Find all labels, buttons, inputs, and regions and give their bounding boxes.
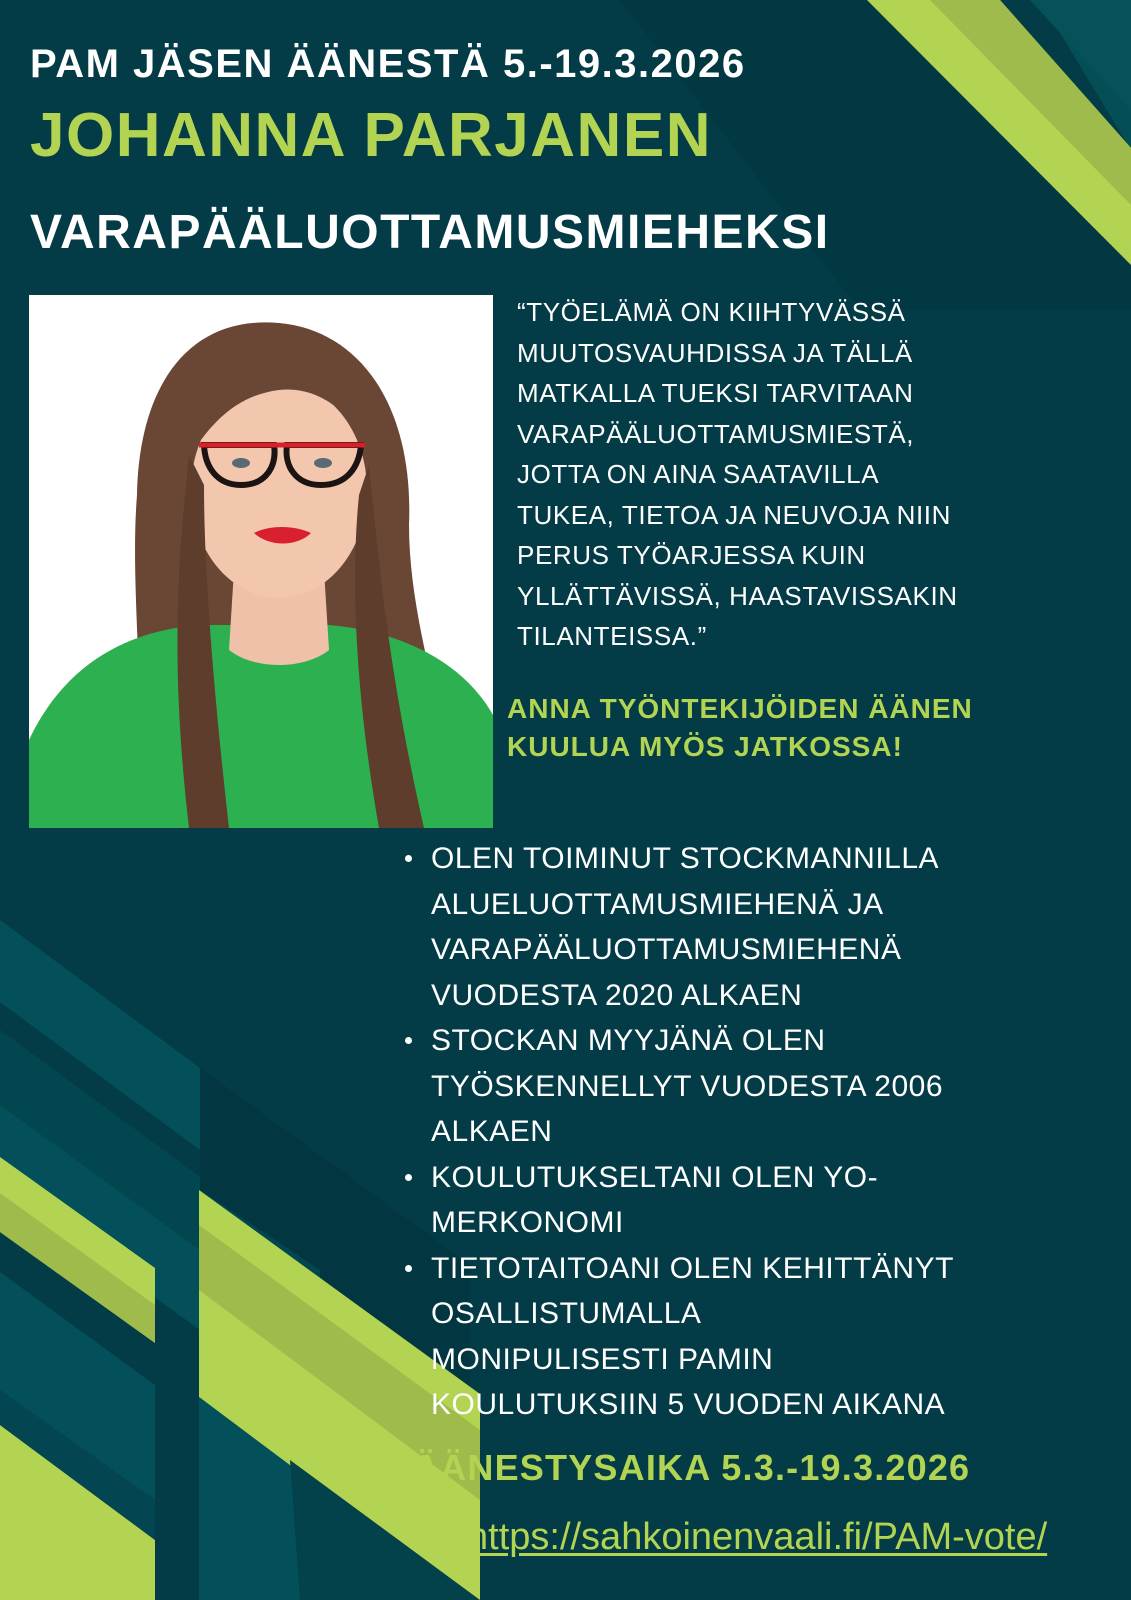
quote-line: VARAPÄÄLUOTTAMUSMIESTÄ, [517,418,915,449]
list-item-line: MERKONOMI [431,1206,624,1239]
quote-line: YLLÄTTÄVISSÄ, HAASTAVISSAKIN [517,580,958,611]
bullet-icon [405,1265,412,1272]
list-item-line: VARAPÄÄLUOTTAMUSMIEHENÄ [431,933,902,966]
list-item-line: OSALLISTUMALLA [431,1297,702,1330]
quote-line: PERUS TYÖARJESSA KUIN [517,540,866,570]
list-item [405,1246,1115,1428]
list-item-line: VUODESTA 2020 ALKAEN [431,978,803,1012]
candidate-role: VARAPÄÄLUOTTAMUSMIEHEKSI [30,206,830,259]
cta-line: KUULUA MYÖS JATKOSSA! [507,731,903,762]
list-item-line: TIETOTAITOANI OLEN KEHITTÄNYT [431,1251,954,1285]
candidate-photo [29,295,493,828]
quote-line: JOTTA ON AINA SAATAVILLA [517,459,880,489]
quote-line: MATKALLA TUEKSI TARVITAAN [517,378,914,408]
list-item [405,836,1115,1018]
list-item [405,1018,1115,1155]
quote-line: MUUTOSVAUHDISSA JA TÄLLÄ [517,337,913,368]
quote-line: TUKEA, TIETOA JA NEUVOJA NIIN [517,499,951,530]
cta-line: ANNA TYÖNTEKIJÖIDEN ÄÄNEN [507,693,973,724]
portrait-illustration [29,295,493,828]
candidate-name: JOHANNA PARJANEN [30,101,712,170]
candidate-quote [517,292,1117,657]
list-item [405,1155,1115,1246]
list-item-line: TYÖSKENNELLYT VUODESTA 2006 [431,1069,944,1103]
qualifications-list [405,836,1115,1428]
list-item-line: MONIPULISESTI PAMIN [431,1342,774,1376]
bullet-icon [405,1037,412,1044]
list-item-line: OLEN TOIMINUT STOCKMANNILLA [431,842,940,875]
election-headline: PAM JÄSEN ÄÄNESTÄ 5.-19.3.2026 [30,42,746,86]
quote-line: “TYÖELÄMÄ ON KIIHTYVÄSSÄ [517,297,906,327]
list-item-line: ALKAEN [431,1115,553,1148]
list-item-line: KOULUTUKSIIN 5 VUODEN AIKANA [431,1388,946,1421]
list-item-line: ALUELUOTTAMUSMIEHENÄ JA [431,887,884,921]
bullet-icon [405,855,412,862]
list-item-line: STOCKAN MYYJÄNÄ OLEN [431,1024,826,1057]
bullet-icon [405,1174,412,1181]
call-to-action [507,690,973,766]
list-item-line: KOULUTUKSELTANI OLEN YO- [431,1160,879,1194]
quote-line: TILANTEISSA.” [517,621,707,651]
voting-link[interactable]: https://sahkoinenvaali.fi/PAM-vote/ [467,1516,1048,1558]
voting-period: ÄÄNESTYSAIKA 5.3.-19.3.2026 [413,1447,971,1488]
